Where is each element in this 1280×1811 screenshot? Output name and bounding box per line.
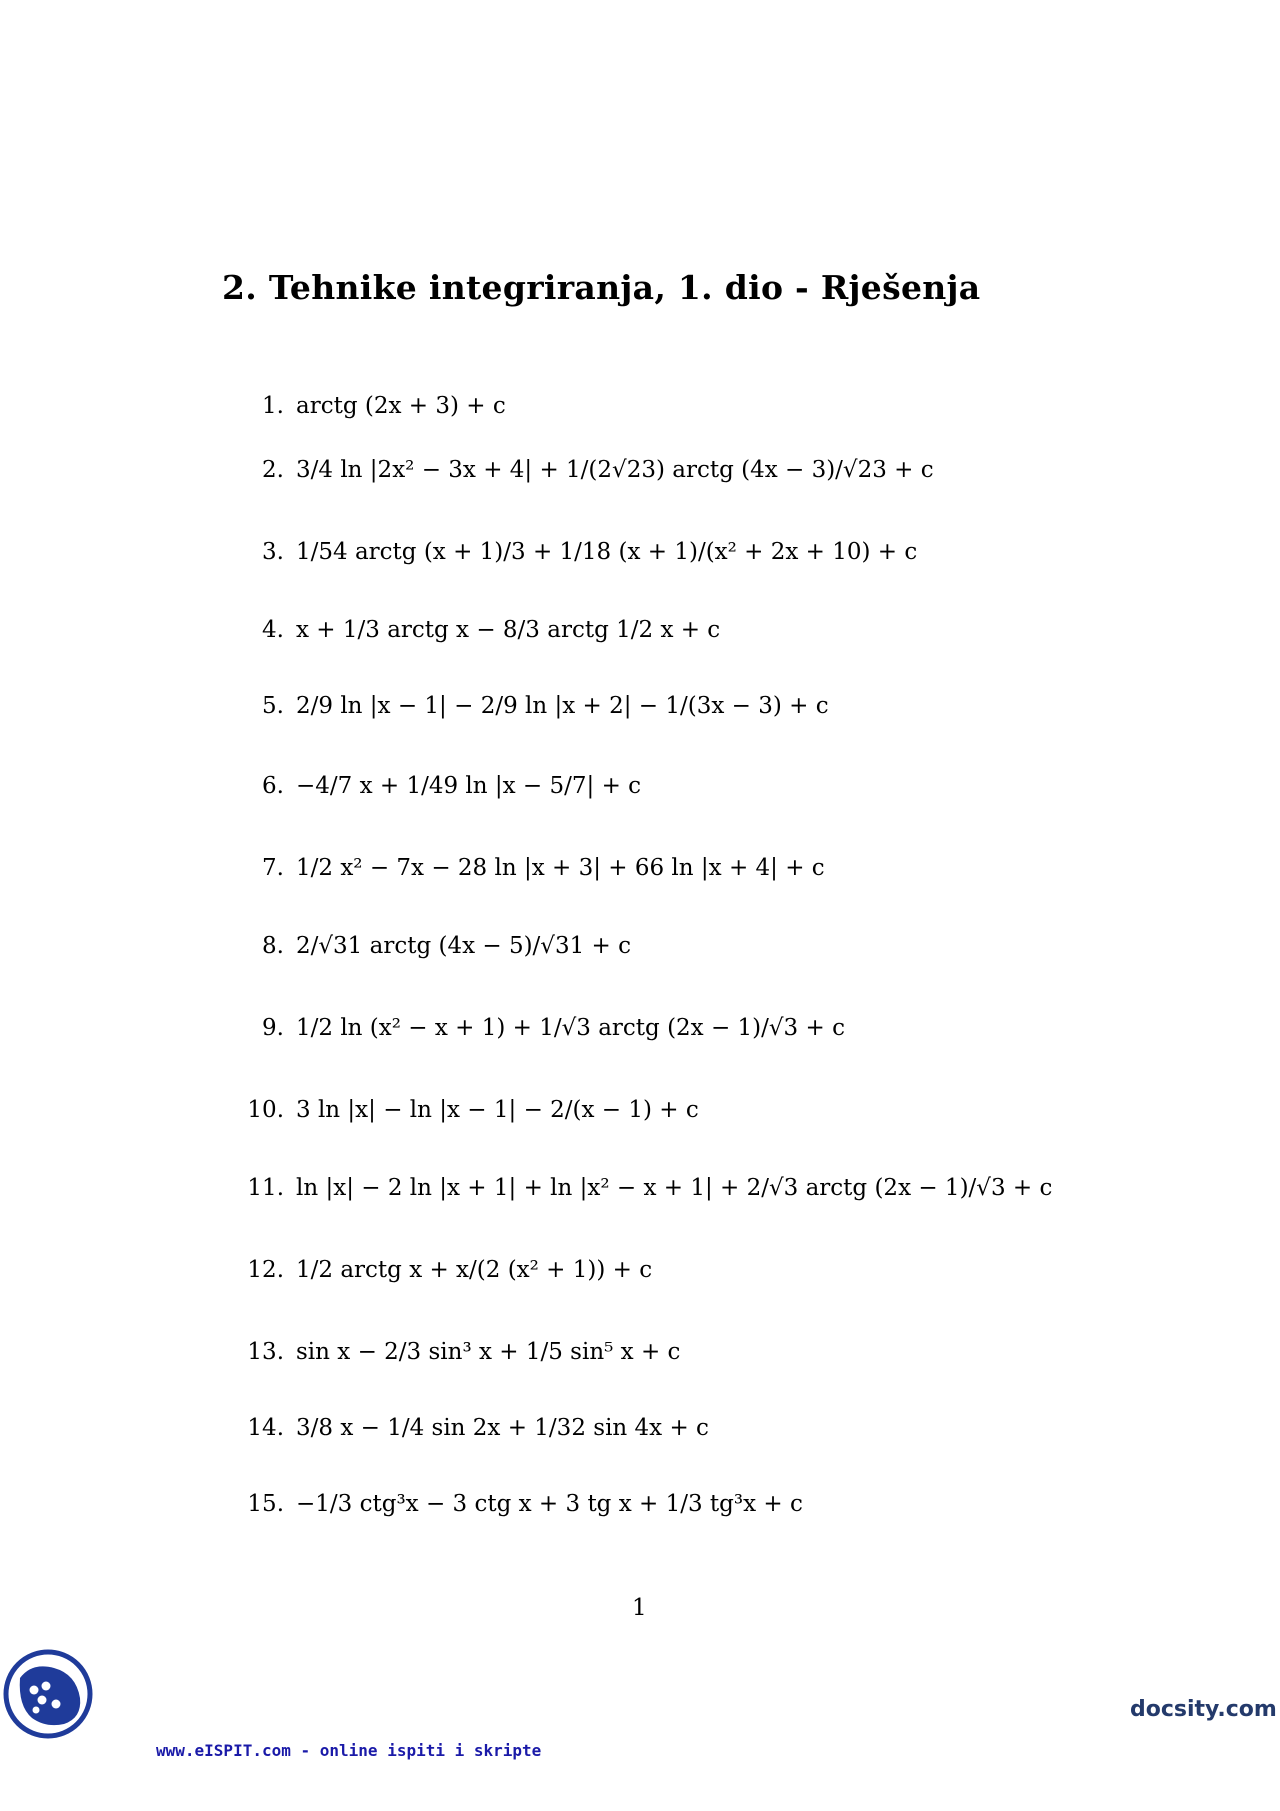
solution-3 (230, 512, 917, 592)
solution-expression: 3/8 x − 1/4 sin 2x + 1/32 sin 4x + c (296, 1415, 709, 1441)
solution-number: 5. (262, 693, 284, 719)
solution-2 (230, 430, 934, 510)
solution-number: 3. (262, 539, 284, 565)
solution-10 (230, 1070, 699, 1150)
solution-number: 8. (262, 933, 284, 959)
solution-6 (230, 746, 641, 826)
solution-number: 4. (262, 617, 284, 643)
solution-expression: 3/4 ln |2x² − 3x + 4| + 1/(2√23) arctg (4x − 3)/√23 + c (296, 457, 934, 483)
solution-number: 7. (262, 855, 284, 881)
solution-expression: ln |x| − 2 ln |x + 1| + ln |x² − x + 1| + 2/√3 arctg (2x − 1)/√3 + c (296, 1175, 1053, 1201)
solution-number: 2. (262, 457, 284, 483)
solution-expression: 2/9 ln |x − 1| − 2/9 ln |x + 2| − 1/(3x − 3) + c (296, 693, 829, 719)
page-title: 2. Tehnike integriranja, 1. dio - Rješenja (222, 268, 981, 307)
solution-5 (230, 666, 829, 746)
solution-expression: −1/3 ctg³x − 3 ctg x + 3 tg x + 1/3 tg³x + c (296, 1491, 803, 1517)
solution-13 (230, 1312, 680, 1392)
solution-expression: 3 ln |x| − ln |x − 1| − 2/(x − 1) + c (296, 1097, 699, 1123)
solution-number: 1. (262, 393, 284, 419)
solution-expression: sin x − 2/3 sin³ x + 1/5 sin⁵ x + c (296, 1339, 681, 1365)
solution-9 (230, 988, 845, 1068)
solution-expression: 2/√31 arctg (4x − 5)/√31 + c (296, 933, 632, 959)
solution-number: 6. (262, 773, 284, 799)
docsity-brand[interactable]: docsity.com (1130, 1697, 1277, 1722)
solution-number: 11. (247, 1175, 284, 1201)
solution-4 (230, 590, 720, 670)
solution-12 (230, 1230, 652, 1310)
solution-expression: 1/2 ln (x² − x + 1) + 1/√3 arctg (2x − 1)/√3 + c (296, 1015, 845, 1041)
solution-number: 13. (247, 1339, 284, 1365)
solution-expression: 1/2 arctg x + x/(2 (x² + 1)) + c (296, 1257, 653, 1283)
solution-number: 15. (247, 1491, 284, 1517)
solution-number: 10. (247, 1097, 284, 1123)
solution-expression: 1/54 arctg (x + 1)/3 + 1/18 (x + 1)/(x² + 2x + 10) + c (296, 539, 918, 565)
solution-number: 14. (247, 1415, 284, 1441)
solution-expression: arctg (2x + 3) + c (296, 393, 506, 419)
solution-number: 12. (247, 1257, 284, 1283)
solution-7 (230, 828, 825, 908)
solution-expression: 1/2 x² − 7x − 28 ln |x + 3| + 66 ln |x + 4| + c (296, 855, 825, 881)
solution-number: 9. (262, 1015, 284, 1041)
page-number: 1 (632, 1595, 647, 1621)
solution-expression: −4/7 x + 1/49 ln |x − 5/7| + c (296, 773, 642, 799)
eispit-link[interactable]: www.eISPIT.com - online ispiti i skripte (156, 1741, 542, 1760)
solution-14 (230, 1388, 709, 1468)
solution-15 (230, 1464, 803, 1544)
solution-11 (230, 1148, 1052, 1228)
eispit-logo-icon[interactable] (2, 1648, 94, 1740)
solution-8 (230, 906, 631, 986)
solution-expression: x + 1/3 arctg x − 8/3 arctg 1/2 x + c (296, 617, 721, 643)
